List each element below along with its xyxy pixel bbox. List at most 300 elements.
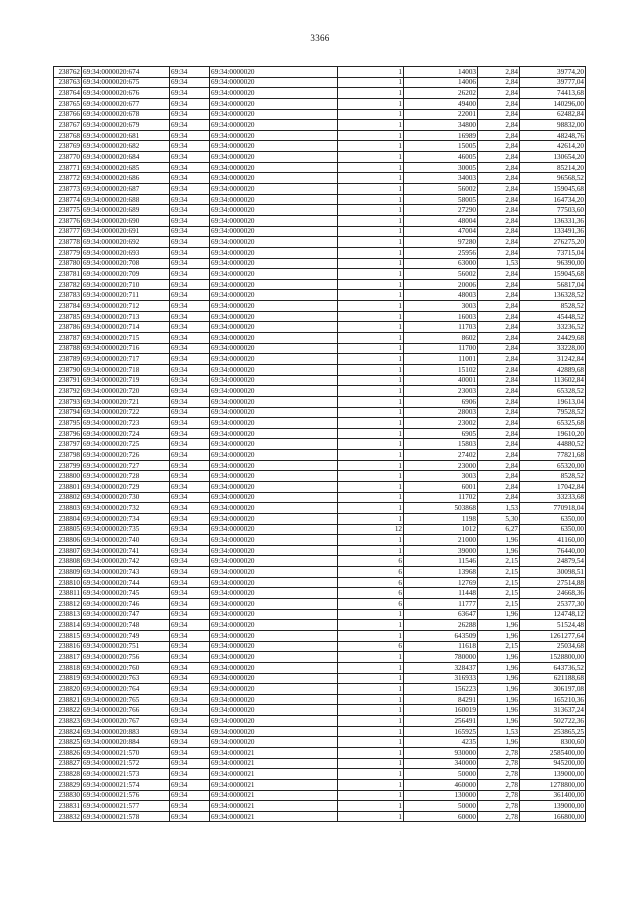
table-row	[54, 652, 586, 663]
area-cell: 26202	[404, 88, 478, 99]
row-id-cell: 238778	[54, 237, 82, 248]
cadastral-number-cell: 69:34:0000021:576	[82, 790, 170, 801]
area-cell: 11703	[404, 322, 478, 333]
region-code-cell: 69:34	[170, 503, 210, 514]
value-cell: 33228,00	[520, 343, 586, 354]
value-cell: 159045,68	[520, 269, 586, 280]
rate-cell: 2,84	[478, 194, 520, 205]
area-cell: 11777	[404, 599, 478, 610]
cadastral-number-cell: 69:34:0000020:679	[82, 120, 170, 131]
count-cell: 1	[338, 322, 404, 333]
cadastral-number-cell: 69:34:0000020:722	[82, 407, 170, 418]
row-id-cell: 238820	[54, 684, 82, 695]
region-code-cell: 69:34	[170, 173, 210, 184]
row-id-cell: 238780	[54, 258, 82, 269]
cadastral-number-cell: 69:34:0000020:740	[82, 535, 170, 546]
table-row	[54, 375, 586, 386]
row-id-cell: 238814	[54, 620, 82, 631]
region-code-cell: 69:34	[170, 269, 210, 280]
rate-cell: 2,84	[478, 492, 520, 503]
rate-cell: 2,78	[478, 790, 520, 801]
rate-cell: 2,15	[478, 588, 520, 599]
area-cell: 14006	[404, 77, 478, 88]
area-cell: 156223	[404, 684, 478, 695]
count-cell: 1	[338, 375, 404, 386]
count-cell: 1	[338, 279, 404, 290]
count-cell: 1	[338, 684, 404, 695]
cadastral-number-cell: 69:34:0000020:763	[82, 673, 170, 684]
count-cell: 1	[338, 450, 404, 461]
cadastral-number-cell: 69:34:0000021:573	[82, 769, 170, 780]
rate-cell: 2,84	[478, 279, 520, 290]
table-row	[54, 194, 586, 205]
block-number-cell: 69:34:0000020	[210, 418, 338, 429]
count-cell: 12	[338, 524, 404, 535]
cadastral-number-cell: 69:34:0000020:747	[82, 609, 170, 620]
value-cell: 56817,04	[520, 279, 586, 290]
block-number-cell: 69:34:0000020	[210, 450, 338, 461]
table-row	[54, 460, 586, 471]
region-code-cell: 69:34	[170, 790, 210, 801]
row-id-cell: 238822	[54, 705, 82, 716]
table-row	[54, 173, 586, 184]
row-id-cell: 238794	[54, 407, 82, 418]
count-cell: 1	[338, 503, 404, 514]
block-number-cell: 69:34:0000020	[210, 247, 338, 258]
cadastral-number-cell: 69:34:0000020:675	[82, 77, 170, 88]
area-cell: 3003	[404, 471, 478, 482]
block-number-cell: 69:34:0000020	[210, 620, 338, 631]
block-number-cell: 69:34:0000020	[210, 492, 338, 503]
count-cell: 1	[338, 364, 404, 375]
rate-cell: 2,84	[478, 173, 520, 184]
cadastral-number-cell: 69:34:0000021:570	[82, 748, 170, 759]
area-cell: 50000	[404, 801, 478, 812]
rate-cell: 2,84	[478, 109, 520, 120]
count-cell: 1	[338, 194, 404, 205]
cadastral-number-cell: 69:34:0000020:717	[82, 354, 170, 365]
area-cell: 6905	[404, 428, 478, 439]
block-number-cell: 69:34:0000020	[210, 333, 338, 344]
cadastral-number-cell: 69:34:0000020:716	[82, 343, 170, 354]
region-code-cell: 69:34	[170, 779, 210, 790]
table-row	[54, 694, 586, 705]
rate-cell: 2,84	[478, 162, 520, 173]
rate-cell: 2,84	[478, 375, 520, 386]
rate-cell: 5,30	[478, 513, 520, 524]
area-cell: 63000	[404, 258, 478, 269]
value-cell: 136328,52	[520, 290, 586, 301]
count-cell: 1	[338, 396, 404, 407]
table-row	[54, 567, 586, 578]
rate-cell: 2,84	[478, 481, 520, 492]
block-number-cell: 69:34:0000020	[210, 194, 338, 205]
table-row	[54, 301, 586, 312]
count-cell: 1	[338, 226, 404, 237]
row-id-cell: 238825	[54, 737, 82, 748]
area-cell: 11546	[404, 556, 478, 567]
table-row	[54, 354, 586, 365]
region-code-cell: 69:34	[170, 343, 210, 354]
table-row	[54, 407, 586, 418]
region-code-cell: 69:34	[170, 471, 210, 482]
row-id-cell: 238775	[54, 205, 82, 216]
count-cell: 1	[338, 716, 404, 727]
count-cell: 1	[338, 694, 404, 705]
table-row	[54, 130, 586, 141]
value-cell: 621188,68	[520, 673, 586, 684]
table-row	[54, 247, 586, 258]
row-id-cell: 238791	[54, 375, 82, 386]
rate-cell: 2,84	[478, 237, 520, 248]
count-cell: 1	[338, 407, 404, 418]
table-row	[54, 748, 586, 759]
block-number-cell: 69:34:0000020	[210, 386, 338, 397]
area-cell: 11702	[404, 492, 478, 503]
block-number-cell: 69:34:0000021	[210, 758, 338, 769]
table-row	[54, 801, 586, 812]
value-cell: 113602,84	[520, 375, 586, 386]
table-row	[54, 599, 586, 610]
row-id-cell: 238811	[54, 588, 82, 599]
row-id-cell: 238765	[54, 98, 82, 109]
region-code-cell: 69:34	[170, 279, 210, 290]
region-code-cell: 69:34	[170, 141, 210, 152]
count-cell: 1	[338, 290, 404, 301]
table-row	[54, 705, 586, 716]
area-cell: 930000	[404, 748, 478, 759]
block-number-cell: 69:34:0000020	[210, 173, 338, 184]
value-cell: 27514,88	[520, 577, 586, 588]
row-id-cell: 238809	[54, 567, 82, 578]
cadastral-number-cell: 69:34:0000020:764	[82, 684, 170, 695]
rate-cell: 2,84	[478, 343, 520, 354]
block-number-cell: 69:34:0000020	[210, 279, 338, 290]
block-number-cell: 69:34:0000020	[210, 184, 338, 195]
count-cell: 1	[338, 205, 404, 216]
block-number-cell: 69:34:0000020	[210, 513, 338, 524]
area-cell: 23000	[404, 460, 478, 471]
area-cell: 4235	[404, 737, 478, 748]
region-code-cell: 69:34	[170, 428, 210, 439]
region-code-cell: 69:34	[170, 577, 210, 588]
rate-cell: 2,84	[478, 396, 520, 407]
cadastral-number-cell: 69:34:0000020:708	[82, 258, 170, 269]
value-cell: 96390,00	[520, 258, 586, 269]
rate-cell: 2,15	[478, 641, 520, 652]
area-cell: 15005	[404, 141, 478, 152]
table-row	[54, 790, 586, 801]
cadastral-number-cell: 69:34:0000020:724	[82, 428, 170, 439]
value-cell: 17042,84	[520, 481, 586, 492]
block-number-cell: 69:34:0000020	[210, 684, 338, 695]
region-code-cell: 69:34	[170, 152, 210, 163]
block-number-cell: 69:34:0000020	[210, 662, 338, 673]
rate-cell: 6,27	[478, 524, 520, 535]
block-number-cell: 69:34:0000020	[210, 577, 338, 588]
rate-cell: 2,84	[478, 290, 520, 301]
count-cell: 6	[338, 599, 404, 610]
row-id-cell: 238768	[54, 130, 82, 141]
value-cell: 85214,20	[520, 162, 586, 173]
block-number-cell: 69:34:0000020	[210, 535, 338, 546]
block-number-cell: 69:34:0000020	[210, 98, 338, 109]
region-code-cell: 69:34	[170, 609, 210, 620]
value-cell: 76440,00	[520, 545, 586, 556]
region-code-cell: 69:34	[170, 769, 210, 780]
area-cell: 22001	[404, 109, 478, 120]
cadastral-number-cell: 69:34:0000020:729	[82, 481, 170, 492]
area-cell: 16989	[404, 130, 478, 141]
cadastral-number-cell: 69:34:0000020:719	[82, 375, 170, 386]
block-number-cell: 69:34:0000020	[210, 460, 338, 471]
cadastral-number-cell: 69:34:0000020:690	[82, 215, 170, 226]
count-cell: 1	[338, 301, 404, 312]
region-code-cell: 69:34	[170, 567, 210, 578]
count-cell: 6	[338, 567, 404, 578]
count-cell: 1	[338, 630, 404, 641]
row-id-cell: 238821	[54, 694, 82, 705]
block-number-cell: 69:34:0000020	[210, 630, 338, 641]
region-code-cell: 69:34	[170, 662, 210, 673]
cadastral-number-cell: 69:34:0000020:884	[82, 737, 170, 748]
count-cell: 1	[338, 418, 404, 429]
block-number-cell: 69:34:0000020	[210, 673, 338, 684]
cadastral-number-cell: 69:34:0000021:578	[82, 811, 170, 822]
region-code-cell: 69:34	[170, 801, 210, 812]
table-row	[54, 428, 586, 439]
rate-cell: 1,96	[478, 737, 520, 748]
row-id-cell: 238831	[54, 801, 82, 812]
count-cell: 1	[338, 811, 404, 822]
row-id-cell: 238818	[54, 662, 82, 673]
row-id-cell: 238767	[54, 120, 82, 131]
area-cell: 11618	[404, 641, 478, 652]
count-cell: 1	[338, 609, 404, 620]
region-code-cell: 69:34	[170, 215, 210, 226]
table-row	[54, 492, 586, 503]
block-number-cell: 69:34:0000020	[210, 652, 338, 663]
cadastral-number-cell: 69:34:0000020:746	[82, 599, 170, 610]
block-number-cell: 69:34:0000020	[210, 88, 338, 99]
area-cell: 25956	[404, 247, 478, 258]
row-id-cell: 238816	[54, 641, 82, 652]
region-code-cell: 69:34	[170, 556, 210, 567]
row-id-cell: 238776	[54, 215, 82, 226]
table-row	[54, 535, 586, 546]
cadastral-number-cell: 69:34:0000020:677	[82, 98, 170, 109]
table-row	[54, 237, 586, 248]
table-row	[54, 716, 586, 727]
cadastral-number-cell: 69:34:0000020:686	[82, 173, 170, 184]
block-number-cell: 69:34:0000020	[210, 364, 338, 375]
cadastral-number-cell: 69:34:0000020:710	[82, 279, 170, 290]
area-cell: 30005	[404, 162, 478, 173]
table-row	[54, 769, 586, 780]
row-id-cell: 238804	[54, 513, 82, 524]
value-cell: 45448,52	[520, 311, 586, 322]
region-code-cell: 69:34	[170, 226, 210, 237]
region-code-cell: 69:34	[170, 77, 210, 88]
row-id-cell: 238808	[54, 556, 82, 567]
table-row	[54, 215, 586, 226]
table-row	[54, 737, 586, 748]
area-cell: 503868	[404, 503, 478, 514]
row-id-cell: 238823	[54, 716, 82, 727]
block-number-cell: 69:34:0000020	[210, 311, 338, 322]
count-cell: 1	[338, 141, 404, 152]
count-cell: 1	[338, 258, 404, 269]
block-number-cell: 69:34:0000020	[210, 290, 338, 301]
area-cell: 16003	[404, 311, 478, 322]
table-row	[54, 513, 586, 524]
rate-cell: 2,84	[478, 247, 520, 258]
block-number-cell: 69:34:0000020	[210, 428, 338, 439]
rate-cell: 1,96	[478, 652, 520, 663]
count-cell: 1	[338, 343, 404, 354]
rate-cell: 2,15	[478, 556, 520, 567]
rate-cell: 2,15	[478, 577, 520, 588]
region-code-cell: 69:34	[170, 98, 210, 109]
rate-cell: 2,78	[478, 748, 520, 759]
area-cell: 50000	[404, 769, 478, 780]
row-id-cell: 238827	[54, 758, 82, 769]
region-code-cell: 69:34	[170, 481, 210, 492]
region-code-cell: 69:34	[170, 375, 210, 386]
area-cell: 27290	[404, 205, 478, 216]
row-id-cell: 238789	[54, 354, 82, 365]
rate-cell: 2,84	[478, 88, 520, 99]
rate-cell: 1,96	[478, 609, 520, 620]
row-id-cell: 238782	[54, 279, 82, 290]
row-id-cell: 238800	[54, 471, 82, 482]
area-cell: 160019	[404, 705, 478, 716]
count-cell: 1	[338, 152, 404, 163]
row-id-cell: 238770	[54, 152, 82, 163]
cadastral-number-cell: 69:34:0000020:745	[82, 588, 170, 599]
rate-cell: 2,84	[478, 67, 520, 78]
area-cell: 23002	[404, 418, 478, 429]
row-id-cell: 238828	[54, 769, 82, 780]
block-number-cell: 69:34:0000020	[210, 694, 338, 705]
table-row	[54, 726, 586, 737]
rate-cell: 2,84	[478, 333, 520, 344]
cadastral-number-cell: 69:34:0000020:742	[82, 556, 170, 567]
region-code-cell: 69:34	[170, 535, 210, 546]
region-code-cell: 69:34	[170, 492, 210, 503]
row-id-cell: 238763	[54, 77, 82, 88]
cadastral-number-cell: 69:34:0000020:693	[82, 247, 170, 258]
value-cell: 19613,04	[520, 396, 586, 407]
rate-cell: 1,96	[478, 535, 520, 546]
block-number-cell: 69:34:0000020	[210, 301, 338, 312]
region-code-cell: 69:34	[170, 524, 210, 535]
count-cell: 6	[338, 588, 404, 599]
block-number-cell: 69:34:0000021	[210, 779, 338, 790]
cadastral-number-cell: 69:34:0000020:687	[82, 184, 170, 195]
region-code-cell: 69:34	[170, 120, 210, 131]
area-cell: 14003	[404, 67, 478, 78]
count-cell: 1	[338, 535, 404, 546]
table-row	[54, 152, 586, 163]
count-cell: 1	[338, 88, 404, 99]
value-cell: 1261277,64	[520, 630, 586, 641]
cadastral-number-cell: 69:34:0000020:720	[82, 386, 170, 397]
cadastral-number-cell: 69:34:0000020:711	[82, 290, 170, 301]
table-row	[54, 439, 586, 450]
count-cell: 1	[338, 354, 404, 365]
count-cell: 1	[338, 492, 404, 503]
area-cell: 58005	[404, 194, 478, 205]
area-cell: 6001	[404, 481, 478, 492]
value-cell: 62482,84	[520, 109, 586, 120]
table-row	[54, 226, 586, 237]
value-cell: 25034,68	[520, 641, 586, 652]
count-cell: 1	[338, 620, 404, 631]
region-code-cell: 69:34	[170, 588, 210, 599]
block-number-cell: 69:34:0000020	[210, 130, 338, 141]
area-cell: 46005	[404, 152, 478, 163]
block-number-cell: 69:34:0000020	[210, 162, 338, 173]
value-cell: 166800,00	[520, 811, 586, 822]
row-id-cell: 238792	[54, 386, 82, 397]
rate-cell: 2,84	[478, 184, 520, 195]
cadastral-number-cell: 69:34:0000020:883	[82, 726, 170, 737]
rate-cell: 2,84	[478, 354, 520, 365]
value-cell: 2585400,00	[520, 748, 586, 759]
count-cell: 1	[338, 460, 404, 471]
cadastral-number-cell: 69:34:0000020:767	[82, 716, 170, 727]
value-cell: 8300,60	[520, 737, 586, 748]
count-cell: 1	[338, 269, 404, 280]
value-cell: 164734,20	[520, 194, 586, 205]
block-number-cell: 69:34:0000020	[210, 641, 338, 652]
value-cell: 73715,04	[520, 247, 586, 258]
count-cell: 1	[338, 779, 404, 790]
value-cell: 65320,00	[520, 460, 586, 471]
block-number-cell: 69:34:0000020	[210, 524, 338, 535]
block-number-cell: 69:34:0000021	[210, 748, 338, 759]
table-row	[54, 779, 586, 790]
block-number-cell: 69:34:0000020	[210, 258, 338, 269]
value-cell: 42889,68	[520, 364, 586, 375]
table-row	[54, 322, 586, 333]
block-number-cell: 69:34:0000020	[210, 503, 338, 514]
count-cell: 1	[338, 481, 404, 492]
rate-cell: 1,53	[478, 503, 520, 514]
cadastral-number-cell: 69:34:0000020:691	[82, 226, 170, 237]
value-cell: 136331,36	[520, 215, 586, 226]
count-cell: 1	[338, 333, 404, 344]
area-cell: 8602	[404, 333, 478, 344]
count-cell: 1	[338, 726, 404, 737]
table-row	[54, 758, 586, 769]
area-cell: 27402	[404, 450, 478, 461]
cadastral-number-cell: 69:34:0000020:741	[82, 545, 170, 556]
table-row	[54, 630, 586, 641]
value-cell: 41160,00	[520, 535, 586, 546]
area-cell: 28003	[404, 407, 478, 418]
value-cell: 33236,52	[520, 322, 586, 333]
cadastral-number-cell: 69:34:0000020:732	[82, 503, 170, 514]
area-cell: 1012	[404, 524, 478, 535]
count-cell: 1	[338, 758, 404, 769]
row-id-cell: 238832	[54, 811, 82, 822]
value-cell: 19610,20	[520, 428, 586, 439]
row-id-cell: 238806	[54, 535, 82, 546]
block-number-cell: 69:34:0000020	[210, 120, 338, 131]
rate-cell: 2,84	[478, 439, 520, 450]
